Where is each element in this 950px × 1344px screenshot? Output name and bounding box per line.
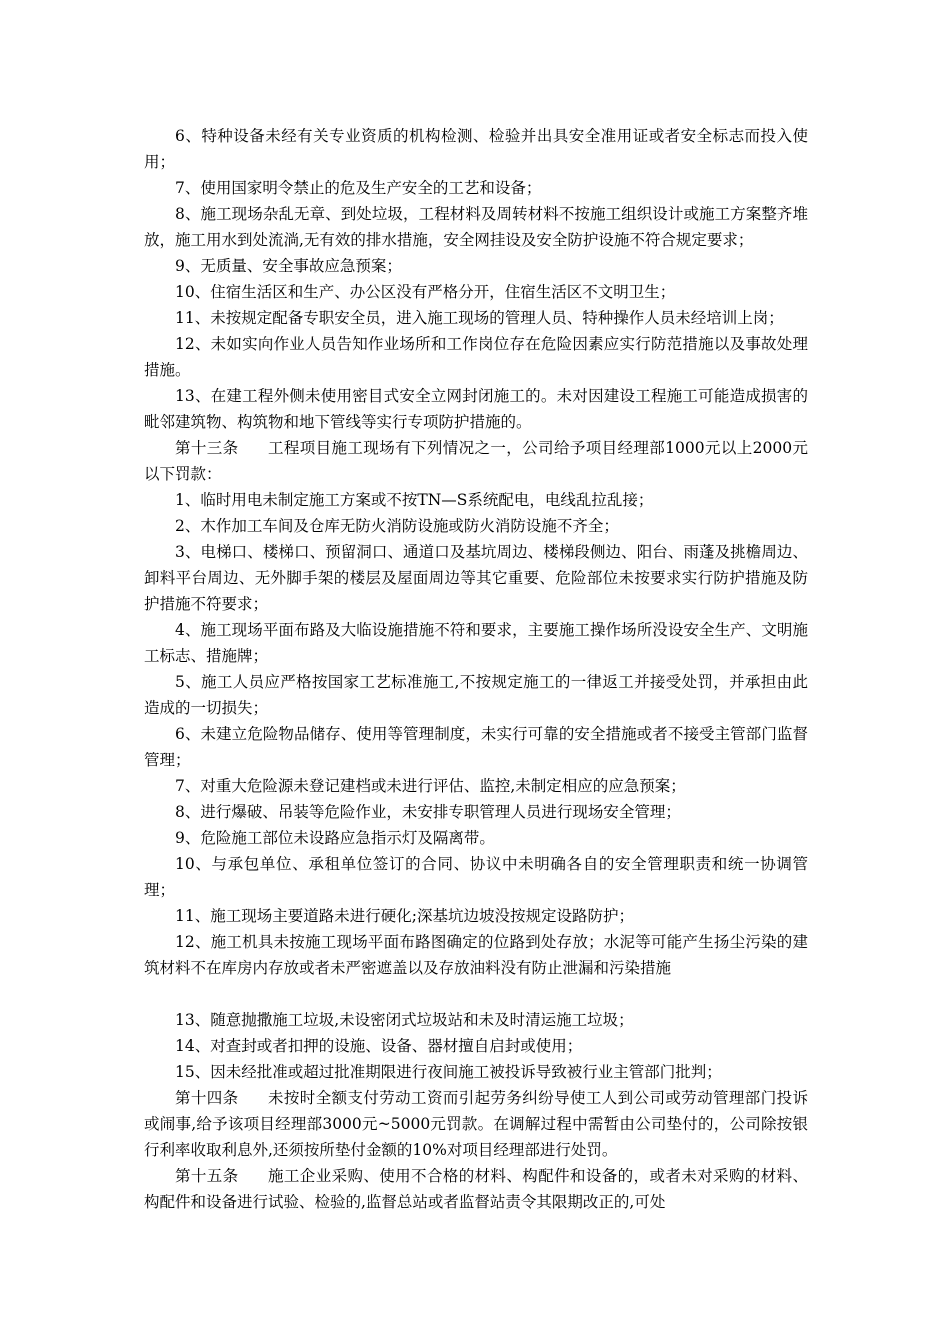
list-item: 8、进行爆破、吊装等危险作业，未安排专职管理人员进行现场安全管理； [175, 803, 681, 821]
list-item: 1、临时用电未制定施工方案或不按TN—S系统配电，电线乱拉乱接； [175, 491, 654, 509]
article-number: 第十五条 [175, 1167, 239, 1185]
list-item: 7、对重大危险源未登记建档或未进行评估、监控,未制定相应的应急预案； [175, 777, 686, 795]
list-item: 3、电梯口、楼梯口、预留洞口、通道口及基坑周边、楼梯段侧边、阳台、雨蓬及挑檐周边、卸料平台周边、无外脚手架的楼层及屋面周边等其它重要、危险部位未按要求实行防护措施及防护措施不符要求； [144, 543, 808, 613]
list-item: 13、随意抛撒施工垃圾,未设密闭式垃圾站和未及时清运施工垃圾； [175, 1011, 634, 1029]
list-item: 12、施工机具未按施工现场平面布路图确定的位路到处存放；水泥等可能产生扬尘污染的建筑材料不在库房内存放或者未严密遮盖以及存放油料没有防止泄漏和污染措施 [144, 933, 808, 977]
list-item: 8、施工现场杂乱无章、到处垃圾，工程材料及周转材料不按施工组织设计或施工方案整齐堆放，施工用水到处流淌,无有效的排水措施，安全网挂设及安全防护设施不符合规定要求； [144, 205, 808, 249]
document-body [144, 123, 808, 1215]
list-item: 9、危险施工部位未设路应急指示灯及隔离带。 [175, 829, 495, 847]
list-item: 6、未建立危险物品储存、使用等管理制度，未实行可靠的安全措施或者不接受主管部门监督管理； [144, 725, 808, 769]
article-number: 第十四条 [175, 1089, 239, 1107]
list-item: 9、无质量、安全事故应急预案； [175, 257, 402, 275]
list-item: 4、施工现场平面布路及大临设施措施不符和要求，主要施工操作场所没设安全生产、文明施工标志、措施牌； [144, 621, 808, 665]
list-item: 11、未按规定配备专职安全员，进入施工现场的管理人员、特种操作人员未经培训上岗； [175, 309, 784, 327]
article-15: 第十五条 施工企业采购、使用不合格的材料、构配件和设备的，或者未对采购的材料、构配件和设备进行试验、检验的,监督总站或者监督站责令其限期改正的,可处 [144, 1167, 808, 1211]
list-item: 5、施工人员应严格按国家工艺标准施工,不按规定施工的一律返工并接受处罚，并承担由此造成的一切损失； [144, 673, 808, 717]
list-item: 13、在建工程外侧未使用密目式安全立网封闭施工的。未对因建设工程施工可能造成损害的毗邻建筑物、构筑物和地下管线等实行专项防护措施的。 [144, 387, 808, 431]
list-item: 10、住宿生活区和生产、办公区没有严格分开，住宿生活区不文明卫生； [175, 283, 676, 301]
article-number: 第十三条 [175, 439, 239, 457]
list-item: 2、木作加工车间及仓库无防火消防设施或防火消防设施不齐全； [175, 517, 619, 535]
list-item: 7、使用国家明令禁止的危及生产安全的工艺和设备； [175, 179, 542, 197]
list-item: 6、特种设备未经有关专业资质的机构检测、检验并出具安全准用证或者安全标志而投入使用； [144, 127, 808, 171]
list-item: 12、未如实向作业人员告知作业场所和工作岗位存在危险因素应实行防范措施以及事故处理措施。 [144, 335, 808, 379]
article-13: 第十三条 工程项目施工现场有下列情况之一，公司给予项目经理部1000元以上2000元以下罚款： [144, 439, 808, 483]
list-item: 11、施工现场主要道路未进行硬化;深基坑边坡没按规定设路防护； [175, 907, 634, 925]
list-item: 14、对查封或者扣押的设施、设备、器材擅自启封或使用； [175, 1037, 583, 1055]
article-14: 第十四条 未按时全额支付劳动工资而引起劳务纠纷导使工人到公司或劳动管理部门投诉或闹事,给予该项目经理部3000元~5000元罚款。在调解过程中需暂由公司垫付的，公司除按银行利率收取利息外,还须按所垫付金额的10%对项目经理部进行处罚。 [144, 1089, 808, 1159]
list-item: 10、与承包单位、承租单位签订的合同、协议中未明确各自的安全管理职责和统一协调管理； [144, 855, 808, 899]
list-item: 15、因未经批准或超过批准期限进行夜间施工被投诉导致被行业主管部门批判； [175, 1063, 722, 1081]
